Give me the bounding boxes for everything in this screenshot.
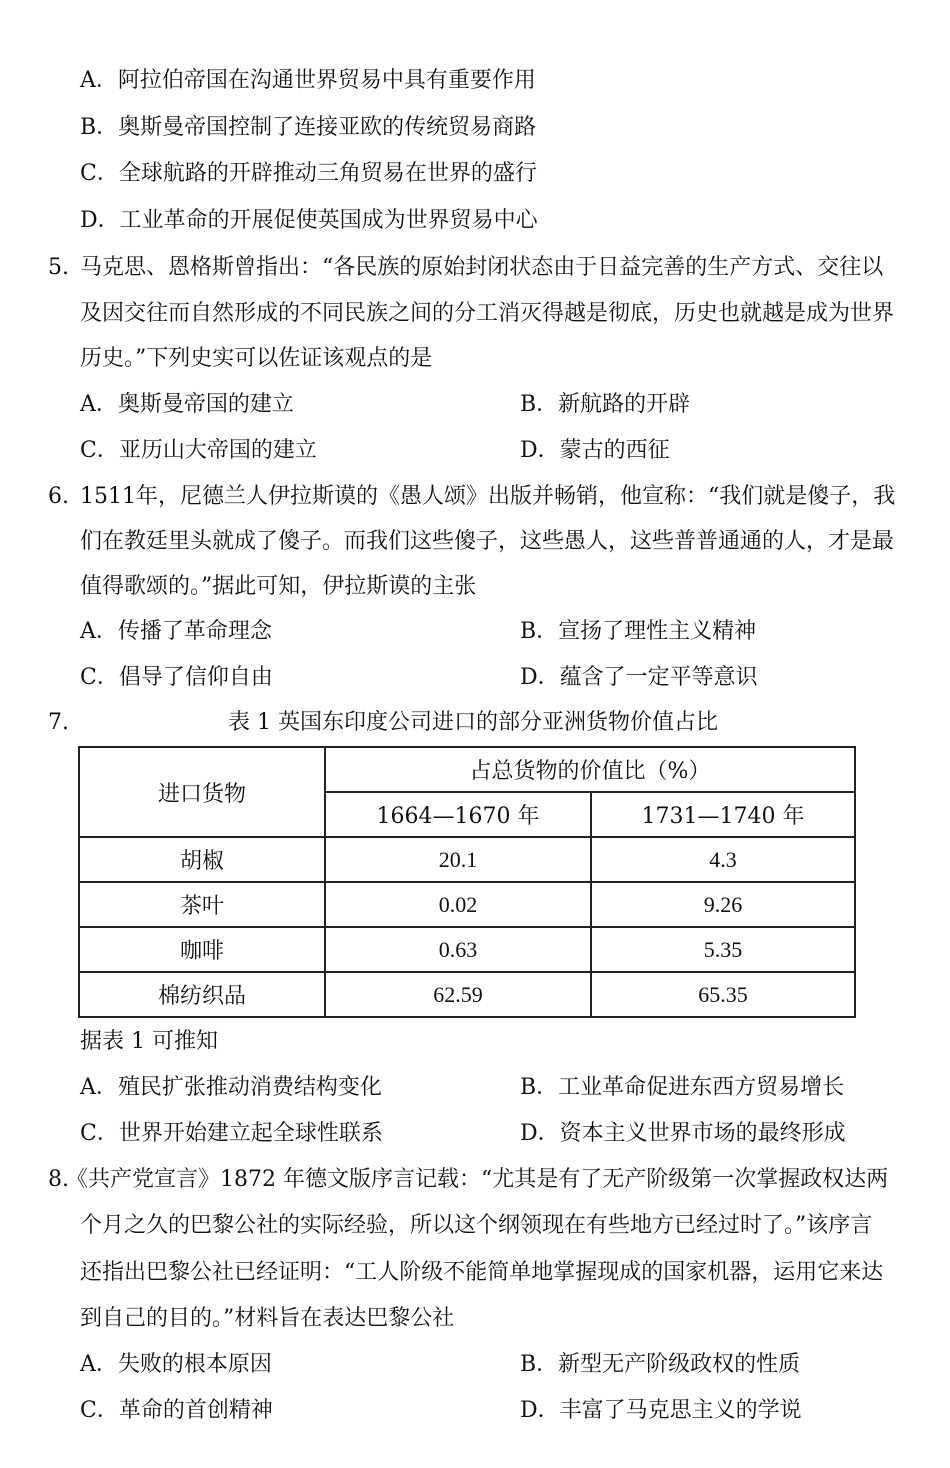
q6-option-b: B．宣扬了理性主义精神 [520, 619, 757, 644]
q6-option-d: D．蕴含了一定平等意识 [520, 665, 758, 690]
table-header-period: 1731—1740 年 [591, 792, 855, 837]
table-cell-item: 棉纺织品 [79, 972, 325, 1017]
q5-option-a: A．奥斯曼帝国的建立 [80, 392, 294, 417]
table-cell-value: 4.3 [591, 837, 855, 882]
table-cell-value: 20.1 [325, 837, 591, 882]
table-cell-item: 咖啡 [79, 927, 325, 972]
q5-option-d: D．蒙古的西征 [520, 438, 670, 463]
table-header-period: 1664—1670 年 [325, 792, 591, 837]
q8-option-b: B．新型无产阶级政权的性质 [520, 1352, 801, 1377]
import-value-table [78, 746, 856, 1018]
q6-number: 6. [48, 484, 69, 509]
q6-option-c: C．倡导了信仰自由 [80, 665, 273, 690]
table-caption: 表 1 英国东印度公司进口的部分亚洲货物价值占比 [228, 710, 718, 735]
table-cell-value: 65.35 [591, 972, 855, 1017]
q7-option-b: B．工业革命促进东西方贸易增长 [520, 1075, 845, 1100]
q4-option-d: D．工业革命的开展促使英国成为世界贸易中心 [80, 208, 538, 233]
table-cell-value: 0.02 [325, 882, 591, 927]
q6-stem-line: 1511年，尼德兰人伊拉斯谟的《愚人颂》出版并畅销，他宣称：“我们就是傻子，我 [80, 484, 896, 509]
q4-option-c: C．全球航路的开辟推动三角贸易在世界的盛行 [80, 161, 537, 186]
q8-option-c: C．革命的首创精神 [80, 1398, 273, 1423]
table-cell-value: 9.26 [591, 882, 855, 927]
q5-number: 5. [48, 255, 69, 280]
q8-stem-line: 到自己的目的。”材料旨在表达巴黎公社 [80, 1306, 455, 1331]
q7-option-a: A．殖民扩张推动消费结构变化 [80, 1075, 382, 1100]
q8-option-a: A．失败的根本原因 [80, 1352, 272, 1377]
table-cell-value: 0.63 [325, 927, 591, 972]
q8-stem-line: 还指出巴黎公社已经证明：“工人阶级不能简单地掌握现成的国家机器，运用它来达 [80, 1260, 884, 1285]
q8-stem-line: 《共产党宣言》1872 年德文版序言记载：“尤其是有了无产阶级第一次掌握政权达两 [66, 1167, 889, 1192]
q8-option-d: D．丰富了马克思主义的学说 [520, 1398, 802, 1423]
table-row [79, 837, 855, 882]
q6-stem-line: 们在教廷里头就成了傻子。而我们这些傻子，这些愚人，这些普普通通的人，才是最 [80, 529, 895, 554]
q5-option-c: C．亚历山大帝国的建立 [80, 438, 317, 463]
table-cell-value: 62.59 [325, 972, 591, 1017]
table-row [79, 927, 855, 972]
q5-option-b: B．新航路的开辟 [520, 392, 691, 417]
q8-number: 8. [48, 1167, 69, 1192]
q5-stem-line: 马克思、恩格斯曾指出：“各民族的原始封闭状态由于日益完善的生产方式、交往以 [80, 255, 884, 280]
q6-stem-line: 值得歌颂的。”据此可知，伊拉斯谟的主张 [80, 574, 477, 599]
q7-option-d: D．资本主义世界市场的最终形成 [520, 1121, 846, 1146]
q5-stem-line: 历史。”下列史实可以佐证该观点的是 [80, 346, 433, 371]
table-cell-value: 5.35 [591, 927, 855, 972]
q4-option-b: B．奥斯曼帝国控制了连接亚欧的传统贸易商路 [80, 115, 537, 140]
q7-option-c: C．世界开始建立起全球性联系 [80, 1121, 383, 1146]
table-cell-item: 胡椒 [79, 837, 325, 882]
table-header-item: 进口货物 [79, 747, 325, 837]
q4-option-a: A．阿拉伯帝国在沟通世界贸易中具有重要作用 [80, 68, 536, 93]
q5-stem-line: 及因交往而自然形成的不同民族之间的分工消灭得越是彻底，历史也就越是成为世界 [80, 301, 895, 326]
table-cell-item: 茶叶 [79, 882, 325, 927]
table-row [79, 972, 855, 1017]
q7-stem: 据表 1 可推知 [80, 1029, 218, 1054]
q6-option-a: A．传播了革命理念 [80, 619, 272, 644]
table-header-group: 占总货物的价值比（%） [325, 747, 855, 792]
q7-number: 7. [48, 710, 69, 735]
table-row [79, 882, 855, 927]
q8-stem-line: 个月之久的巴黎公社的实际经验，所以这个纲领现在有些地方已经过时了。”该序言 [80, 1213, 873, 1238]
